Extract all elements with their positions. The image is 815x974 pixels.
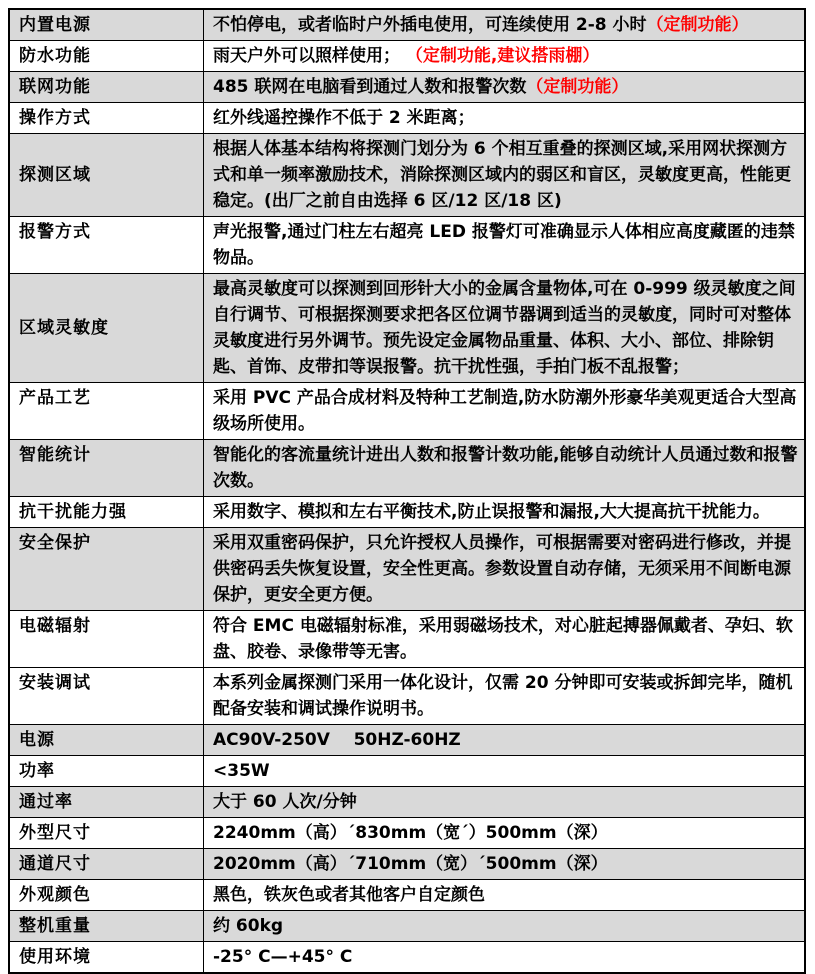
spec-label-cell: 联网功能 <box>9 72 204 103</box>
spec-label-cell: 通过率 <box>9 787 204 818</box>
spec-label-cell: 电磁辐射 <box>9 611 204 668</box>
spec-value-text: 约 60kg <box>213 916 284 936</box>
spec-value-text: 本系列金属探测门采用一体化设计，仅需 20 分钟即可安装或拆卸完毕，随机配备安装和调试操作说明书。 <box>213 673 793 719</box>
spec-row <box>9 383 805 440</box>
spec-value-cell <box>204 274 806 383</box>
spec-label-cell: 报警方式 <box>9 217 204 274</box>
spec-label-cell: 区域灵敏度 <box>9 274 204 383</box>
spec-label-cell: 外型尺寸 <box>9 818 204 849</box>
spec-value-text: 2020mm（高）´710mm（宽）´500mm（深） <box>213 854 608 874</box>
spec-row <box>9 787 805 818</box>
spec-value-cell <box>204 72 806 103</box>
spec-value-cell <box>204 528 806 611</box>
spec-value-cell <box>204 668 806 725</box>
spec-value-text: 不怕停电，或者临时户外插电使用，可连续使用 2-8 小时 <box>213 15 647 35</box>
spec-row <box>9 440 805 497</box>
spec-value-text: <35W <box>213 761 270 781</box>
spec-label-cell: 功率 <box>9 756 204 787</box>
spec-row <box>9 41 805 72</box>
spec-row <box>9 217 805 274</box>
spec-row <box>9 756 805 787</box>
spec-value-text: AC90V-250V 50HZ-60HZ <box>213 730 461 750</box>
spec-row <box>9 611 805 668</box>
spec-value-cell <box>204 497 806 528</box>
spec-value-text: 2240mm（高）´830mm（宽´）500mm（深） <box>213 823 608 843</box>
spec-row <box>9 103 805 134</box>
spec-value-text: 采用 PVC 产品合成材料及特种工艺制造,防水防潮外形豪华美观更适合大型高级场所使用。 <box>213 388 797 434</box>
spec-table-body <box>9 9 805 973</box>
spec-value-text: 根据人体基本结构将探测门划分为 6 个相互重叠的探测区域,采用网状探测方式和单一频率激励技术，消除探测区域内的弱区和盲区，灵敏度更高，性能更稳定。(出厂之前自由选择 6 区/12 区/18 区) <box>213 139 791 211</box>
spec-value-cell <box>204 725 806 756</box>
spec-label-cell: 抗干扰能力强 <box>9 497 204 528</box>
spec-value-text: 大于 60 人次/分钟 <box>213 792 357 812</box>
spec-value-text: 黑色，铁灰色或者其他客户自定颜色 <box>213 885 485 905</box>
spec-value-cell <box>204 818 806 849</box>
custom-feature-red-text: （定制功能） <box>646 15 749 35</box>
spec-value-text: 485 联网在电脑看到通过人数和报警次数 <box>213 77 527 97</box>
custom-feature-red-text: （定制功能） <box>526 77 629 97</box>
spec-value-cell <box>204 217 806 274</box>
spec-label-cell: 通道尺寸 <box>9 849 204 880</box>
spec-value-cell <box>204 849 806 880</box>
spec-label-cell: 电源 <box>9 725 204 756</box>
spec-value-cell <box>204 787 806 818</box>
spec-label-cell: 安装调试 <box>9 668 204 725</box>
spec-value-text: 雨天户外可以照样使用； <box>213 46 406 66</box>
spec-value-text: -25° C—+45° C <box>213 947 353 967</box>
custom-feature-red-text: （定制功能,建议搭雨棚） <box>405 46 600 66</box>
spec-value-text: 最高灵敏度可以探测到回形针大小的金属含量物体,可在 0-999 级灵敏度之间自行调节、可根据探测要求把各区位调节器调到适当的灵敏度，同时可对整体灵敏度进行另外调节。预先设定金属物品重量、体积、大小、部位、排除钥匙、首饰、皮带扣等误报警。抗干扰性强，手拍门板不乱报警； <box>213 279 796 377</box>
spec-row <box>9 9 805 41</box>
spec-row <box>9 911 805 942</box>
spec-value-cell <box>204 942 806 974</box>
spec-row <box>9 497 805 528</box>
spec-row <box>9 880 805 911</box>
spec-value-cell <box>204 611 806 668</box>
spec-label-cell: 安全保护 <box>9 528 204 611</box>
spec-value-text: 声光报警,通过门柱左右超亮 LED 报警灯可准确显示人体相应高度藏匿的违禁物品。 <box>213 222 795 268</box>
spec-value-cell <box>204 880 806 911</box>
spec-value-text: 采用数字、模拟和左右平衡技术,防止误报警和漏报,大大提高抗干扰能力。 <box>213 502 770 522</box>
spec-row <box>9 725 805 756</box>
spec-label-cell: 使用环境 <box>9 942 204 974</box>
spec-value-text: 红外线遥控操作不低于 2 米距离； <box>213 108 475 128</box>
product-spec-table <box>8 8 806 974</box>
spec-label-cell: 防水功能 <box>9 41 204 72</box>
spec-value-cell <box>204 103 806 134</box>
spec-label-cell: 外观颜色 <box>9 880 204 911</box>
spec-value-text: 采用双重密码保护，只允许授权人员操作，可根据需要对密码进行修改，并提供密码丢失恢复设置，安全性更高。参数设置自动存储，无须采用不间断电源保护，更安全更方便。 <box>213 533 791 605</box>
spec-value-cell <box>204 134 806 217</box>
spec-label-cell: 操作方式 <box>9 103 204 134</box>
spec-value-text: 智能化的客流量统计进出人数和报警计数功能,能够自动统计人员通过数和报警次数。 <box>213 445 798 491</box>
spec-row <box>9 818 805 849</box>
spec-value-cell <box>204 911 806 942</box>
spec-row <box>9 849 805 880</box>
spec-row <box>9 72 805 103</box>
spec-value-cell <box>204 440 806 497</box>
spec-value-cell <box>204 383 806 440</box>
spec-row <box>9 134 805 217</box>
spec-label-cell: 探测区域 <box>9 134 204 217</box>
spec-label-cell: 产品工艺 <box>9 383 204 440</box>
spec-value-cell <box>204 41 806 72</box>
spec-label-cell: 内置电源 <box>9 9 204 41</box>
spec-row <box>9 942 805 974</box>
spec-value-text: 符合 EMC 电磁辐射标准，采用弱磁场技术，对心脏起搏器佩戴者、孕妇、软盘、胶卷、录像带等无害。 <box>213 616 793 662</box>
spec-label-cell: 整机重量 <box>9 911 204 942</box>
spec-row <box>9 274 805 383</box>
spec-row <box>9 668 805 725</box>
spec-value-cell <box>204 756 806 787</box>
spec-row <box>9 528 805 611</box>
spec-value-cell <box>204 9 806 41</box>
spec-label-cell: 智能统计 <box>9 440 204 497</box>
